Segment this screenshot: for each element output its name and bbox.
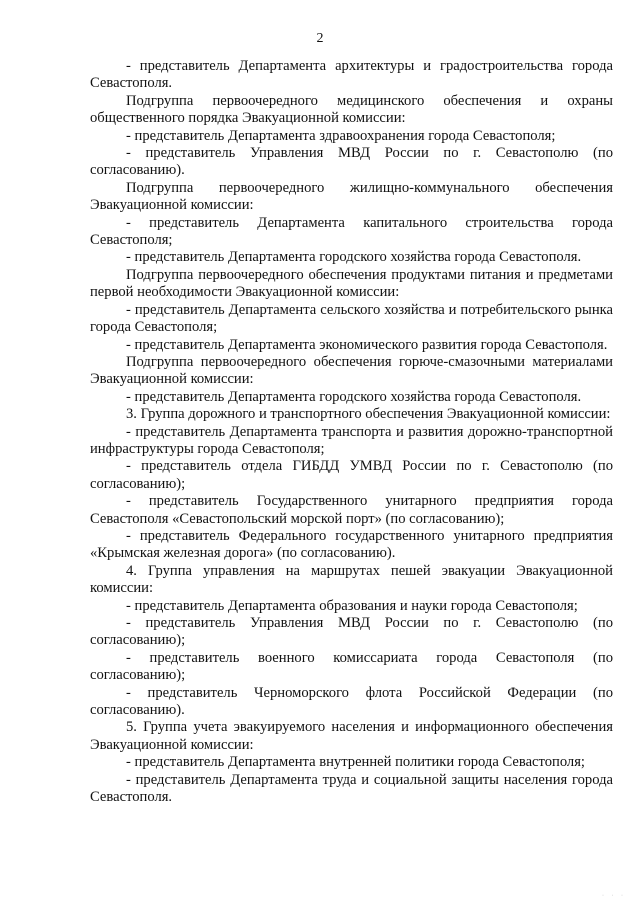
paragraph: - представитель Департамента сельского хозяйства и потребительского рынка города Севастополя; [90,301,613,336]
paragraph: - представитель Департамента капитального строительства города Севастополя; [90,214,613,249]
paragraph: - представитель Федерального государственного унитарного предприятия «Крымская железная дорога» (по согласованию). [90,527,613,562]
paragraph: - представитель Управления МВД России по г. Севастополю (по согласованию). [90,145,613,179]
paragraph: 3. Группа дорожного и транспортного обеспечения Эвакуационной комиссии: [126,406,611,423]
scan-noise: · · · [602,893,626,899]
paragraph: - представитель отдела ГИБДД УМВД России по г. Севастополю (по согласованию); [90,458,613,492]
paragraph: - представитель Государственного унитарного предприятия города Севастополя «Севастопольский морской порт» (по согласованию); [90,493,613,527]
paragraph: - представитель Черноморского флота Российской Федерации (по согласованию). [90,684,613,719]
paragraph: - представитель Департамента городского хозяйства города Севастополя. [126,388,582,405]
paragraph: - представитель Департамента архитектуры и градостроительства города Севастополя. [90,58,613,92]
paragraph: Подгруппа первоочередного жилищно-коммунального обеспечения Эвакуационной комиссии: [90,179,613,214]
paragraph: 5. Группа учета эвакуируемого населения и информационного обеспечения Эвакуационной комиссии: [90,719,613,753]
document-body [90,58,613,806]
paragraph: - представитель Департамента труда и социальной защиты населения города Севастополя. [90,771,613,806]
paragraph: - представитель Департамента городского хозяйства города Севастополя. [126,249,582,266]
paragraph: - представитель Департамента внутренней политики города Севастополя; [126,754,585,771]
paragraph: 4. Группа управления на маршрутах пешей эвакуации Эвакуационной комиссии: [90,562,613,597]
paragraph: - представитель Департамента транспорта и развития дорожно-транспортной инфраструктуры города Севастополя; [90,423,613,457]
paragraph: - представитель Департамента экономического развития города Севастополя. [126,336,608,353]
paragraph: - представитель военного комиссариата города Севастополя (по согласованию); [90,649,613,684]
paragraph: - представитель Департамента образования и науки города Севастополя; [126,597,578,614]
paragraph: - представитель Департамента здравоохранения города Севастополя; [126,127,556,144]
paragraph: Подгруппа первоочередного медицинского обеспечения и охраны общественного порядка Эвакуационной комиссии: [90,92,613,127]
paragraph: Подгруппа первоочередного обеспечения продуктами питания и предметами первой необходимости Эвакуационной комиссии: [90,266,613,301]
paragraph: Подгруппа первоочередного обеспечения горюче-смазочными материалами Эвакуационной комиссии: [90,353,613,388]
page-number: 2 [316,31,324,46]
paragraph: - представитель Управления МВД России по г. Севастополю (по согласованию); [90,615,613,649]
